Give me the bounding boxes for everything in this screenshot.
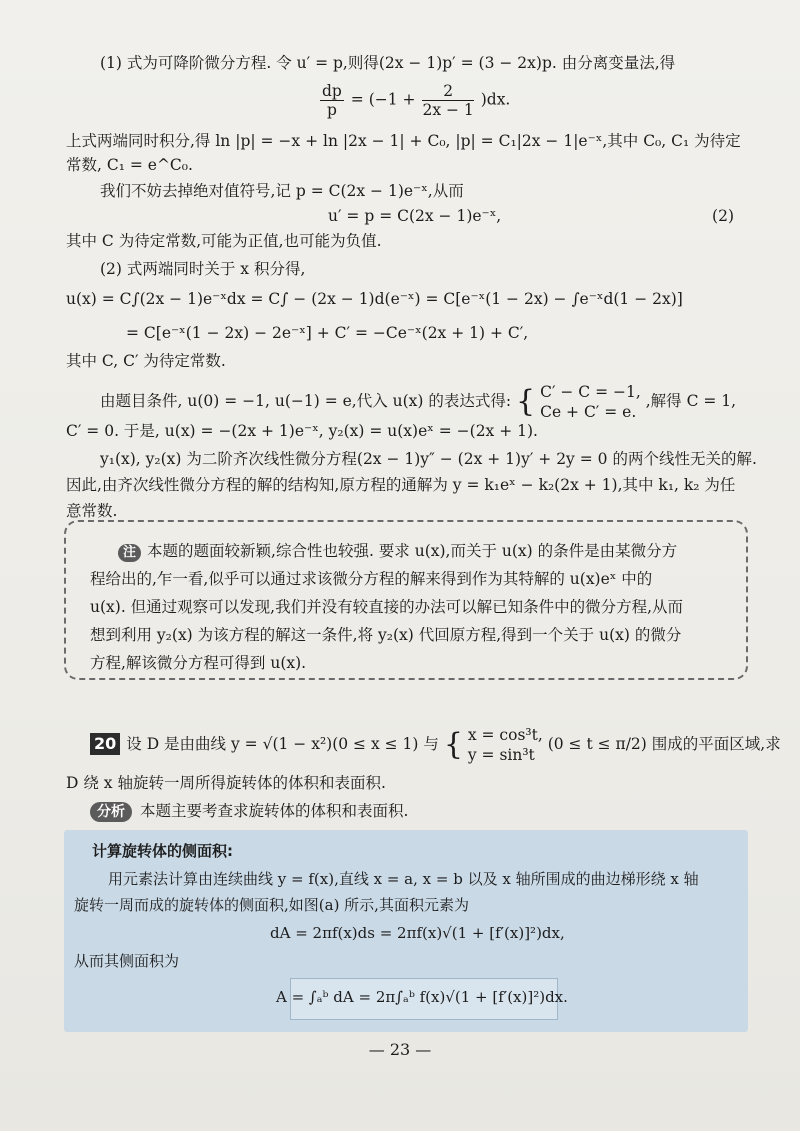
fraction-2-over — [422, 82, 473, 119]
sidebar-box — [64, 830, 748, 1032]
text-line: 意常数. — [66, 502, 118, 520]
analysis-line — [90, 800, 408, 822]
equation-separation — [318, 82, 510, 119]
equation-2: u′ = p = C(2x − 1)e⁻ˣ, — [328, 207, 502, 225]
text-line-conditions — [100, 382, 736, 422]
note-line: 想到利用 y₂(x) 为该方程的解这一条件,将 y₂(x) 代回原方程,得到一个关于 u(x) 的微分 — [90, 626, 682, 644]
note-line: u(x). 但通过观察可以发现,我们并没有较直接的办法可以解已知条件中的微分方程,从而 — [90, 598, 684, 616]
text-line: C′ = 0. 于是, u(x) = −(2x + 1)e⁻ˣ, y₂(x) = u(x)eˣ = −(2x + 1). — [66, 422, 538, 440]
note-text: 本题的题面较新颖,综合性也较强. 要求 u(x),而关于 u(x) 的条件是由某微分方 — [147, 542, 678, 560]
text-line: 因此,由齐次线性微分方程的解的结构知,原方程的通解为 y = k₁eˣ − k₂(2x + 1),其中 k₁, k₂ 为任 — [66, 476, 736, 494]
sidebar-text: 从而其侧面积为 — [74, 952, 180, 970]
note-line: 方程,解该微分方程可得到 u(x). — [90, 654, 307, 672]
text-line: 上式两端同时积分,得 ln |p| = −x + ln |2x − 1| + C₀, |p| = C₁|2x − 1|e⁻ˣ,其中 C₀, C₁ 为待定 — [66, 132, 741, 150]
problem-number: 20 — [90, 733, 120, 755]
note-line — [118, 540, 677, 562]
equation-part: )dx. — [480, 90, 511, 109]
equation-integration-cont: = C[e⁻ˣ(1 − 2x) − 2e⁻ˣ] + C′ = −Ce⁻ˣ(2x + 1) + C′, — [126, 324, 529, 342]
fraction-numerator: dp — [322, 82, 342, 100]
brace-symbol: { — [516, 384, 536, 419]
text-line: 我们不妨去掉绝对值符号,记 p = C(2x − 1)e⁻ˣ,从而 — [100, 182, 464, 200]
parametric-system — [468, 725, 543, 765]
text-segment: (0 ≤ t ≤ π/2) 围成的平面区域,求 — [547, 735, 781, 753]
equation-number: (2) — [712, 207, 734, 225]
analysis-tag: 分析 — [90, 802, 132, 822]
sidebar-equation: dA = 2πf(x)ds = 2πf(x)√(1 + [f′(x)]²)dx, — [270, 924, 565, 942]
fraction-denominator: 2x − 1 — [422, 101, 474, 119]
equation-integration: u(x) = C∫(2x − 1)e⁻ˣdx = C∫ − (2x − 1)d(e⁻ˣ) = C[e⁻ˣ(1 − 2x) − ∫e⁻ˣd(1 − 2x)] — [66, 290, 683, 308]
problem-20-statement — [90, 725, 781, 765]
text-line: 其中 C, C′ 为待定常数. — [66, 352, 226, 370]
text-segment: 设 D 是由曲线 y = √(1 − x²)(0 ≤ x ≤ 1) 与 — [126, 735, 439, 753]
text-line: 其中 C 为待定常数,可能为正值,也可能为负值. — [66, 232, 382, 250]
sidebar-text: 旋转一周而成的旋转体的侧面积,如图(a) 所示,其面积元素为 — [74, 896, 469, 914]
text-line: (1) 式为可降阶微分方程. 令 u′ = p,则得(2x − 1)p′ = (3 − 2x)p. 由分离变量法,得 — [100, 54, 676, 72]
sidebar-title: 计算旋转体的侧面积: — [92, 842, 233, 860]
text-line: y₁(x), y₂(x) 为二阶齐次线性微分方程(2x − 1)y″ − (2x + 1)y′ + 2y = 0 的两个线性无关的解. — [100, 450, 757, 468]
system-row: Ce + C′ = e. — [540, 403, 637, 421]
equation-system — [540, 382, 641, 422]
note-line: 程给出的,乍一看,似乎可以通过求该微分方程的解来得到作为其特解的 u(x)eˣ 中的 — [90, 570, 653, 588]
equation-part: = (−1 + — [350, 90, 416, 109]
fraction-denominator: p — [326, 101, 337, 119]
text-line: D 绕 x 轴旋转一周所得旋转体的体积和表面积. — [66, 774, 386, 792]
text-line: 常数, C₁ = e^C₀. — [66, 156, 193, 174]
sidebar-text: 用元素法计算由连续曲线 y = f(x),直线 x = a, x = b 以及 x 轴所围成的曲边梯形绕 x 轴 — [108, 870, 699, 888]
text-line: (2) 式两端同时关于 x 积分得, — [100, 260, 306, 278]
system-row: x = cos³t, — [467, 726, 543, 744]
note-tag: 注 — [118, 544, 141, 562]
system-row: y = sin³t — [467, 746, 535, 764]
fraction-dp-p — [320, 82, 344, 119]
text-segment: ,解得 C = 1, — [645, 392, 737, 410]
brace-symbol: { — [443, 727, 463, 762]
page-number: — 23 — — [368, 1040, 432, 1059]
system-row: C′ − C = −1, — [540, 383, 641, 401]
analysis-text: 本题主要考查求旋转体的体积和表面积. — [140, 802, 409, 820]
fraction-numerator: 2 — [422, 82, 473, 101]
text-segment: 由题目条件, u(0) = −1, u(−1) = e,代入 u(x) 的表达式得: — [100, 392, 512, 410]
sidebar-equation-area: A = ∫ₐᵇ dA = 2π∫ₐᵇ f(x)√(1 + [f′(x)]²)dx. — [276, 988, 568, 1006]
